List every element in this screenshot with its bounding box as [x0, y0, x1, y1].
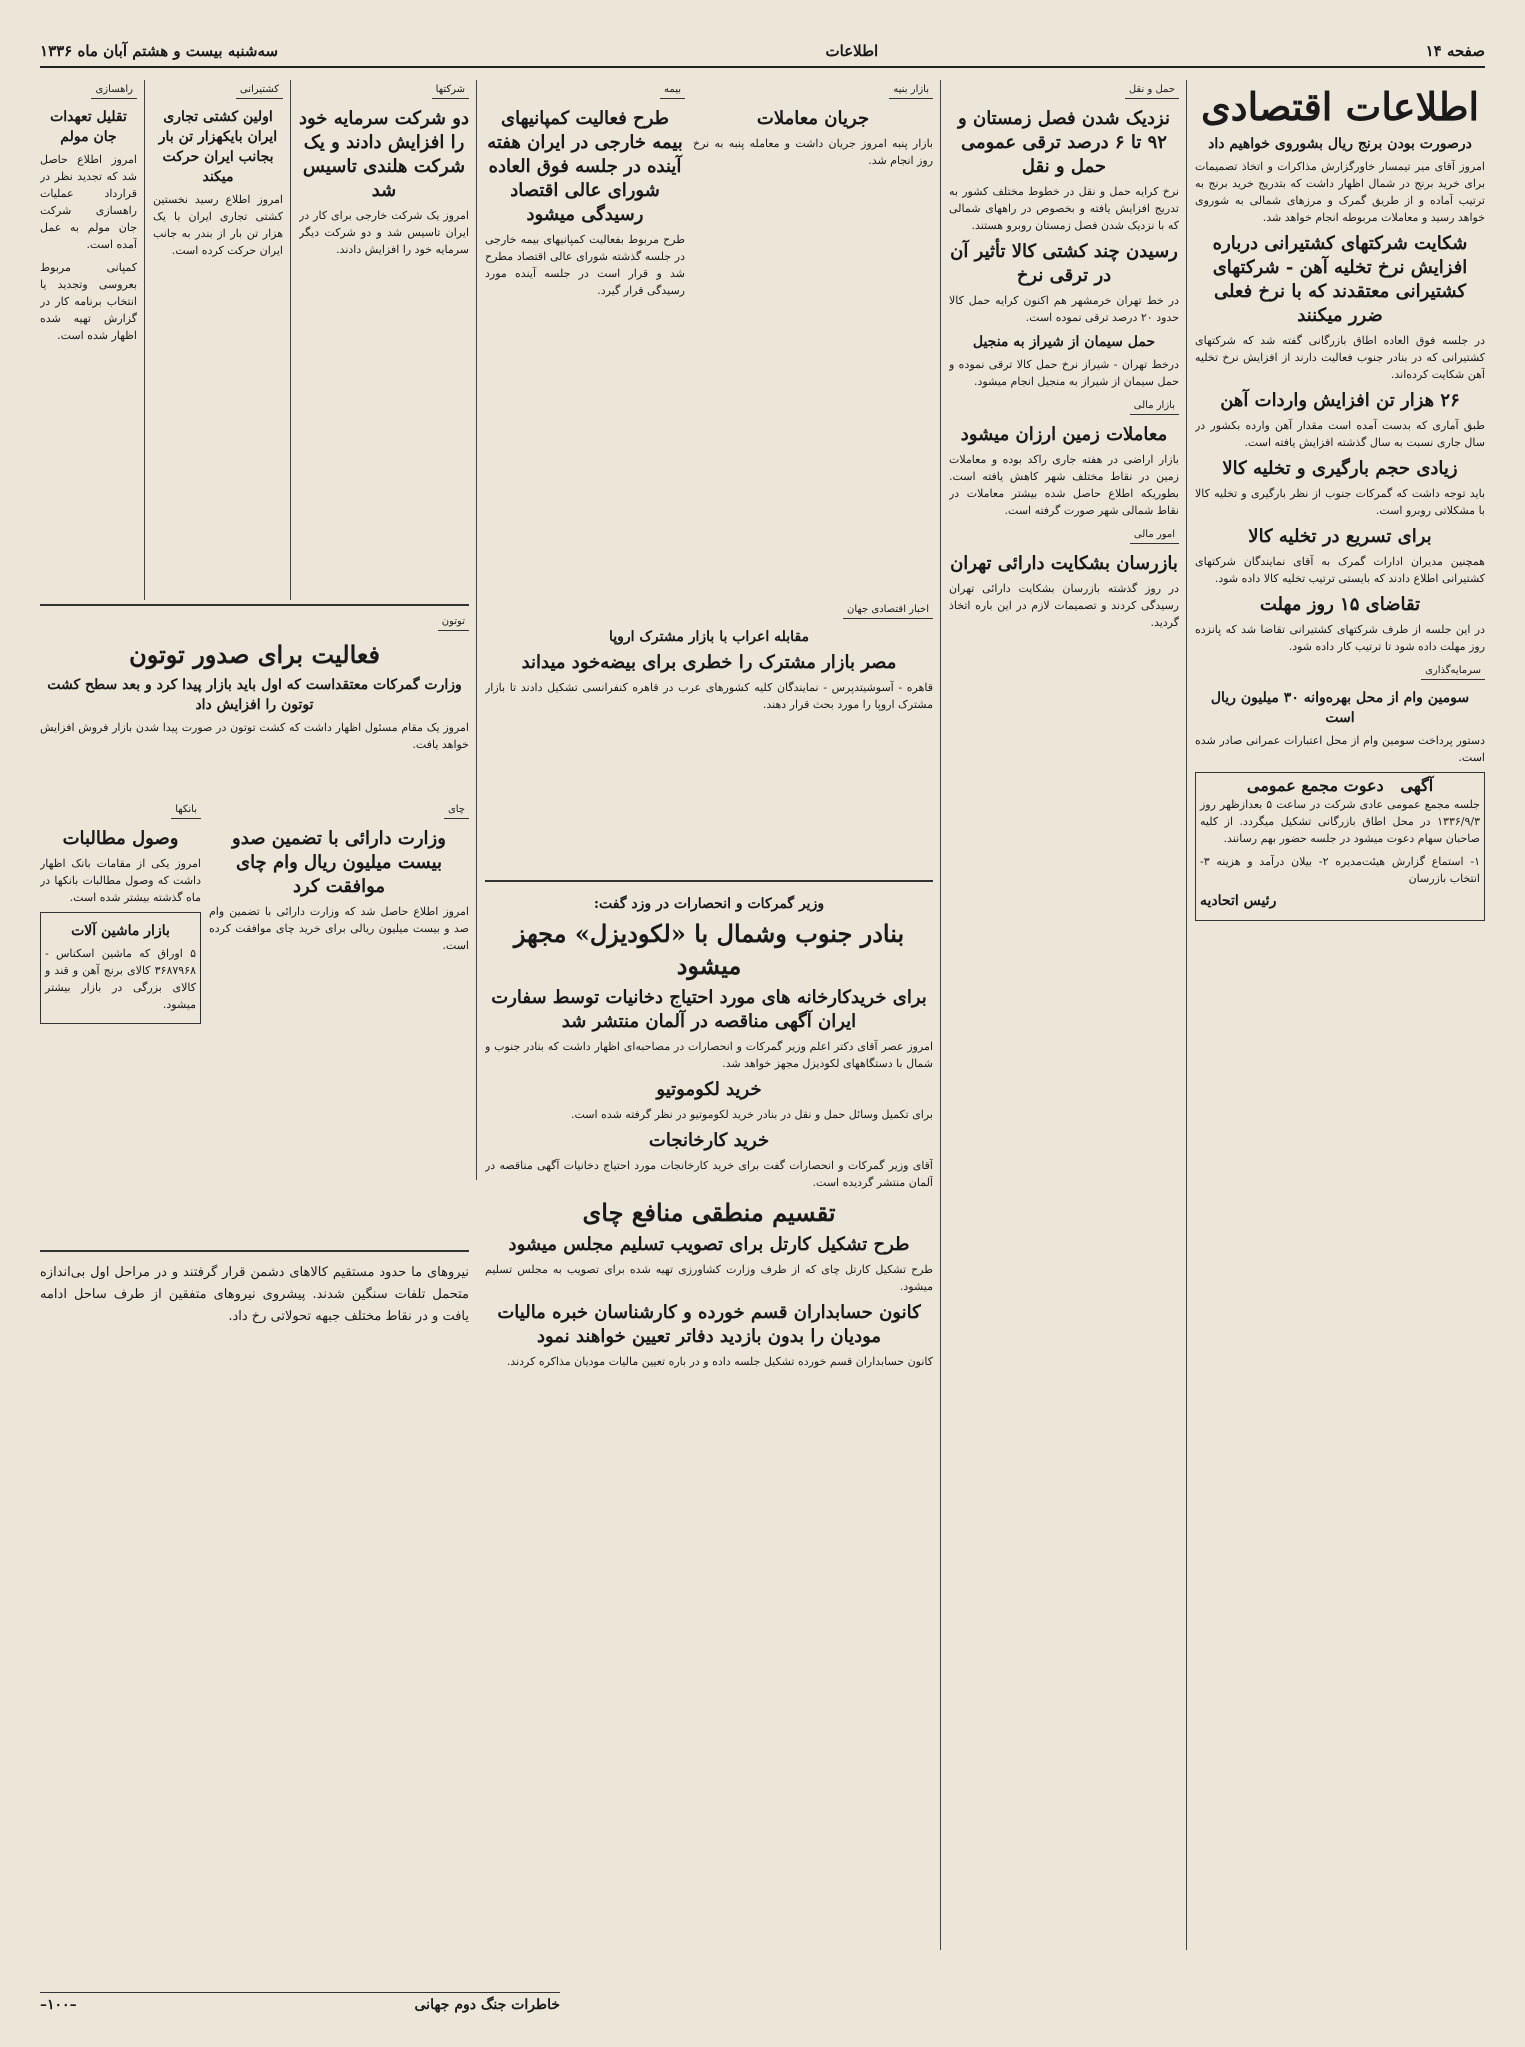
column-roads	[40, 80, 137, 600]
story-headline: دو شرکت سرمایه خود را افزایش دادند و یک شرکت هلندی تاسیس شد	[299, 108, 469, 201]
story-body: درخط تهران - شیراز نرخ حمل کالا ترقی نموده و حمل سیمان از شیراز به منجیل انجام میشود.	[949, 358, 1179, 388]
story-headline: جریان معاملات	[756, 108, 870, 129]
serial-story	[40, 1260, 469, 1940]
story-subhead: برای خریدکارخانه های مورد احتیاج دخانیات توسط سفارت ایران آگهی مناقصه در آلمان منتشر شد	[491, 987, 927, 1032]
section-tag: چای	[444, 801, 469, 819]
serial-title: خاطرات جنگ دوم جهانی	[414, 1997, 560, 2013]
section-tag: کشتیرانی	[236, 81, 283, 99]
story-body: در این جلسه از طرف شرکتهای کشتیرانی تقاضا شد که پانزده روز مهلت داده شود تا ترتیب کار داده شود.	[1195, 623, 1485, 653]
section-tag: شرکتها	[432, 81, 469, 99]
column-divider	[290, 80, 291, 600]
section-tag: راهسازی	[91, 81, 137, 99]
story-body: طبق آماری که بدست آمده است مقدار آهن وارده بکشور در سال جاری نسبت به سال گذشته افزایش یافته است.	[1195, 419, 1485, 449]
story-kicker: وزیر گمرکات و انحصارات در وزد گفت:	[593, 896, 825, 912]
story-headline: ۲۶ هزار تن افزایش واردات آهن	[1220, 390, 1460, 411]
story-subhead: وزارت گمرکات معتقداست که اول باید بازار پیدا کرد و بعد سطح کشت توتون را افزایش داد	[47, 677, 462, 713]
story-headline: فعالیت برای صدور توتون	[129, 640, 380, 669]
world-economy	[485, 600, 933, 870]
story-body: کمپانی مربوط بعروسی وتجدید یا انتخاب برنامه کار در گزارش تهیه شده اظهار شده است.	[40, 261, 137, 342]
story-headline: حمل سیمان از شیراز به منجیل	[972, 334, 1156, 350]
story-subhead: طرح تشکیل کارتل برای تصویب تسلیم مجلس میشود	[508, 1234, 910, 1255]
story-headline: وزارت دارائی با تضمین صدو بیست میلیون ریال وام چای موافقت کرد	[232, 828, 446, 897]
serial-body: نیروهای ما حدود مستقیم کالاهای دشمن قرار گرفتند و در مراحل اول بی‌اندازه متحمل تلفات سنگین شدند. پیشروی نیروهای متفقین از طرف ساحل ادامه یافت و در نقاط مختلف جبهه تحولاتی رخ داد.	[40, 1265, 469, 1324]
story-body: کانون حسابداران قسم خورده تشکیل جلسه داده و در باره تعیین مالیات مودیان مذاکره کردند.	[506, 1355, 933, 1368]
story-headline: سومین وام از محل بهره‌وانه ۳۰ میلیون ریال است	[1210, 690, 1470, 726]
box-body: ۵ اوراق که ماشین اسکناس - ۳۶۸۷۹۶۸ کالای برنج آهن و قند و کالای بزرگی در بازار بیشتر میشود.	[45, 947, 196, 1011]
page-label: صفحه ۱۴	[1425, 42, 1485, 60]
column-customs	[485, 890, 933, 1950]
story-body: در جلسه فوق العاده اطاق بازرگانی گفته شد که شرکتهای کشتیرانی که در بنادر جنوب فعالیت دارند از افزایش نرخ تخلیه آهن شکایت کرده‌اند.	[1195, 334, 1485, 381]
serial-number: –۱۰۰–	[40, 1997, 77, 2013]
story-body: قاهره - آسوشیتدپرس - نمایندگان کلیه کشورهای عرب در قاهره کنفرانسی تشکیل دادند تا بازار مشترک اروپا را مورد بحث قرار دهند.	[485, 681, 933, 711]
section-divider	[485, 880, 933, 882]
section-tag: حمل و نقل	[1125, 81, 1179, 99]
column-divider	[1186, 80, 1187, 1950]
story-body: امروز عصر آقای دکتر اعلم وزیر گمرکات و انحصارات در مصاحبه‌ای اظهار داشت که بنادر جنوب و شمال با دستگاههای لکودیزل مجهز خواهد شد.	[485, 1040, 933, 1070]
story-body: آقای وزیر گمرکات و انحصارات گفت برای خرید کارخانجات مورد احتیاج دخانیات آگهی مناقصه در آلمان منتشر گردیده است.	[485, 1159, 933, 1189]
section-divider	[40, 604, 469, 606]
story-body: بازار پنبه امروز جریان داشت و معامله پنبه به نرخ روز انجام شد.	[693, 137, 933, 167]
column-transport	[949, 80, 1179, 1950]
story-subhead: مصر بازار مشترک را خطری برای بیضه‌خود میداند	[521, 652, 897, 673]
story-headline: شکایت شرکتهای کشتیرانی درباره افزایش نرخ تخلیه آهن - شرکتهای کشتیرانی معتقدند که با نرخ فعلی ضرر میکنند	[1212, 233, 1468, 326]
story-headline: اولین کشتی تجاری ایران بایکهزار تن بار بجانب ایران حرکت میکند	[158, 109, 278, 185]
story-body: امروز یک شرکت خارجی برای کار در ایران تاسیس شد و دو شرکت دیگر سرمایه خود را افزایش دادند.	[299, 209, 469, 256]
story-headline: وصول مطالبات	[62, 828, 179, 849]
story-body: طرح مربوط بفعالیت کمپانیهای بیمه خارجی در جلسه گذشته شورای عالی اقتصاد مطرح شد و قرار است در جلسه آینده مورد رسیدگی قرار گیرد.	[485, 233, 685, 297]
story-headline: خرید لکوموتیو	[656, 1079, 762, 1100]
box-headline: بازار ماشین آلات	[71, 923, 170, 939]
column-divider	[144, 80, 145, 600]
serial-footer	[40, 1992, 560, 2013]
story-body: امروز اطلاع حاصل شد که تجدید نظر در قرارداد عملیات راهسازی شرکت جان مولم به عمل آمده است.	[40, 153, 137, 251]
story-body: همچنین مدیران ادارات گمرک به آقای نمایندگان شرکتهای کشتیرانی اطلاع دادند که بایستی ترتیب تخلیه کالا داده شود.	[1195, 555, 1485, 585]
story-body: برای تکمیل وسائل حمل و نقل در بنادر خرید لکوموتیو در نظر گرفته شده است.	[570, 1108, 933, 1121]
story-body: در روز گذشته بازرسان بشکایت دارائی تهران رسیدگی کردند و تصمیمات لازم در این باره اتخاذ گردید.	[949, 582, 1179, 629]
story-body: امروز اطلاع حاصل شد که وزارت دارائی با تضمین وام صد و بیست میلیون ریالی برای خرید چای موافقت کرده است.	[209, 905, 469, 952]
story-body: امروز یکی از مقامات بانک اظهار داشت که وصول مطالبات بانکها در ماه گذشته بیشتر شده است.	[40, 857, 201, 904]
story-headline: بازرسان بشکایت دارائی تهران	[950, 553, 1178, 574]
story-body: امروز اطلاع رسید نخستین کشتی تجاری ایران با یک هزار تن بار از بندر به جانب ایران حرکت کرده است.	[153, 193, 283, 257]
story-body: باید توجه داشت که گمرکات جنوب از نظر بارگیری و تخلیه کالا با مشکلاتی روبرو است.	[1195, 487, 1485, 517]
story-headline: برای تسریع در تخلیه کالا	[1248, 526, 1432, 547]
ad-headline: دعوت مجمع عمومی	[1246, 776, 1384, 795]
story-body: طرح تشکیل کارتل چای که از طرف وزارت کشاورزی تهیه شده برای تصویب به مجلس تسلیم میشود.	[485, 1263, 933, 1293]
story-body: بازار اراضی در هفته جاری راکد بوده و معاملات زمین در نقاط مختلف شهر کاهش یافته است. بطوریکه اطلاع حاصل شده بیشتر معاملات در نقاط شمالی شهر صورت گرفته است.	[949, 453, 1179, 517]
story-headline: معاملات زمین ارزان میشود	[960, 424, 1168, 445]
masthead	[40, 36, 1485, 68]
section-title: اطلاعات اقتصادی	[1200, 84, 1480, 129]
story-headline: تقلیل تعهدات جان مولم	[50, 109, 127, 145]
section-tag: اخبار اقتصادی جهان	[843, 601, 933, 619]
tea-block	[209, 800, 469, 1240]
story-headline: بنادر جنوب وشمال با «لکودیزل» مجهز میشود	[513, 919, 905, 980]
ad-signature: رئیس اتحادیه	[1200, 893, 1277, 909]
story-headline: مقابله اعراب با بازار مشترک اروپا	[608, 629, 810, 645]
story-headline: کانون حسابداران قسم خورده و کارشناسان خبره مالیات مودیان را بدون بازدید دفاتر تعیین خواهند نمود	[497, 1302, 921, 1347]
advertisement-box	[1195, 772, 1485, 921]
story-body: امروز یک مقام مسئول اظهار داشت که کشت توتون در صورت پیدا شدن بازار فروش افزایش خواهد یافت.	[40, 721, 469, 751]
market-box	[40, 912, 201, 1024]
section-tag: بانکها	[171, 801, 201, 819]
banks-block	[40, 800, 201, 1240]
section-divider	[40, 1250, 469, 1252]
issue-date: سه‌شنبه بیست و هشتم آبان ماه ۱۳۳۶	[40, 42, 279, 60]
lead-headline: درصورت بودن برنج ریال بشوروی خواهیم داد	[1208, 136, 1472, 152]
section-tag: توتون	[438, 613, 469, 631]
column-divider	[940, 80, 941, 1950]
story-body: نرخ کرایه حمل و نقل در خطوط مختلف کشور به تدریج افزایش یافته و بخصوص در راههای شمالی که با نزدیک شدن فصل زمستان روبرو هستند.	[949, 185, 1179, 232]
section-tag: سرمایه‌گذاری	[1421, 662, 1485, 680]
section-tag: بازار مالی	[1130, 397, 1179, 415]
section-tag: امور مالی	[1130, 526, 1179, 544]
column-divider	[476, 80, 477, 1180]
story-headline: طرح فعالیت کمپانیهای بیمه خارجی در ایران هفته آینده در جلسه فوق العاده شورای عالی اقتصاد رسیدگی میشود	[487, 108, 683, 225]
column-shipping	[153, 80, 283, 600]
ad-title	[1200, 777, 1480, 794]
story-headline: تقسیم منطقی منافع چای	[582, 1198, 836, 1227]
section-tag: بازار بنیه	[889, 81, 933, 99]
story-body: در خط تهران خرمشهر هم اکنون کرایه حمل کالا حدود ۲۰ درصد ترقی نموده است.	[949, 294, 1179, 324]
story-headline: تقاضای ۱۵ روز مهلت	[1259, 594, 1421, 615]
ad-body: جلسه مجمع عمومی عادی شرکت در ساعت ۵ بعدازظهر روز ۱۳۳۶/۹/۳ در محل اطاق بازرگانی تشکیل میگردد. از کلیه صاحبان سهام دعوت میشود در جلسه حضور بهم رسانند.	[1200, 798, 1480, 845]
story-headline: رسیدن چند کشتی کالا تأثیر آن در ترقی نرخ	[950, 241, 1178, 286]
column-economy	[1195, 80, 1485, 1950]
section-tag: بیمه	[660, 81, 685, 99]
column-insurance	[485, 80, 685, 660]
lead-body: امروز آقای میر تیمسار خاورگزارش مذاکرات و اتخاذ تصمیمات برای خرید برنج در شمال اظهار داشت که بتدریج خرید برنج به ترتیب آماده و از طریق گمرک و مرزهای شمالی به شوروی خواهد رسید و معاملات مربوطه انجام خواهد شد.	[1195, 160, 1485, 224]
tobacco-block	[40, 612, 469, 792]
ad-list: ۱- استماع گزارش هیئت‌مدیره ۲- بیلان درآمد و هزینه ۳- انتخاب بازرسان	[1200, 855, 1480, 885]
ad-tag: آگهی	[1400, 776, 1434, 795]
story-headline: خرید کارخانجات	[648, 1130, 770, 1151]
story-headline: نزدیک شدن فصل زمستان و ۹۲ تا ۶ درصد ترقی عمومی حمل و نقل	[958, 108, 1170, 177]
paper-name: اطلاعات	[825, 42, 879, 60]
story-headline: زیادی حجم بارگیری و تخلیه کالا	[1222, 458, 1458, 479]
story-body: دستور پرداخت سومین وام از محل اعتبارات عمرانی صادر شده است.	[1195, 734, 1485, 764]
